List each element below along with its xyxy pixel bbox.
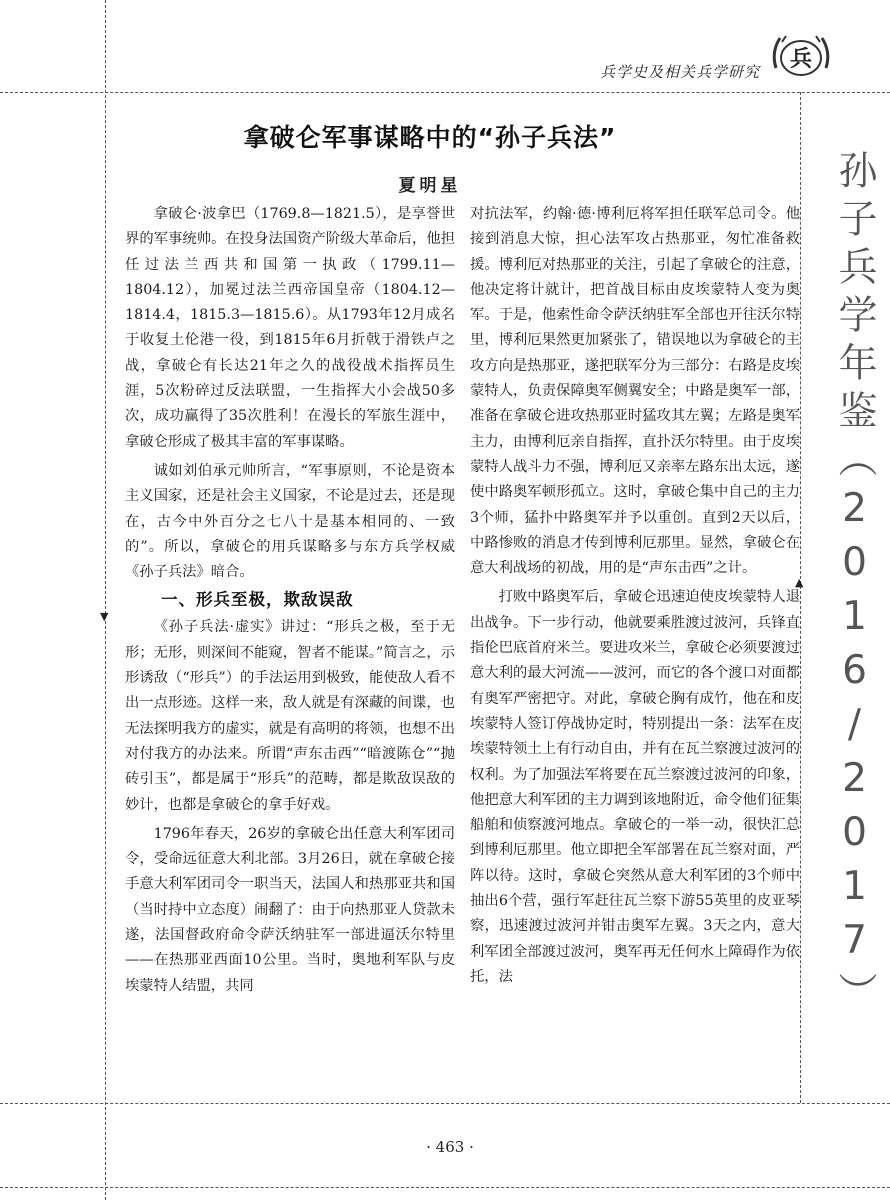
- article-title: 拿破仑军事谋略中的“孙子兵法”: [243, 123, 617, 152]
- journal-logo: [768, 28, 834, 84]
- header-dashed-rule: [0, 92, 890, 93]
- paragraph: 对抗法军，约翰·德·博利厄将军担任联军总司令。他接到消息大惊，担心法军攻占热那亚，匆忙准备救援。博利厄对热那亚的关注，引起了拿破仑的注意，他决定将计就计，把首战目标由皮埃蒙特人变为奥军。于是，他索性命令萨沃纳驻军全部也开往沃尔特里，博利厄果然更加紧张了，错误地以为拿破仑的主攻方向是热那亚，遂把联军分为三部分：右路是皮埃蒙特人，负责保障奥军侧翼安全；中路是奥军一部，准备在拿破仑进攻热那亚时猛攻其左翼；左路是奥军主力，由博利厄亲自指挥，直扑沃尔特里。由于皮埃蒙特人战斗力不强，博利厄又亲率左路东出太远，遂使中路奥军顿形孤立。这时，拿破仑集中自己的主力3个师，猛扑中路奥军并予以重创。直到2天以后，中路惨败的消息才传到博利厄那里。显然，拿破仑在意大利战场的初战，用的是“声东击西”之计。: [470, 206, 800, 577]
- left-text-column: [125, 202, 455, 999]
- paragraph: 诚如刘伯承元帅所言，“军事原则，不论是资本主义国家，还是社会主义国家，不论是过去，还是现在，古今中外百分之七八十是基本相同的、一致的”。所以，拿破仑的用兵谋略多与东方兵学权威《孙子兵法》暗合。: [125, 462, 455, 581]
- footer-dashed-rule: [0, 1103, 890, 1104]
- paragraph: 打败中路奥军后，拿破仑迅速迫使皮埃蒙特人退出战争。下一步行动，他就要乘胜渡过波河，兵锋直指伦巴底首府米兰。要进攻米兰，拿破仑必须要渡过意大利的最大河流——波河，而它的各个渡口对面都有奥军严密把守。对此，拿破仑胸有成竹，他在和皮埃蒙特人签订停战协定时，特别提出一条：法军在皮埃蒙特领土上有行动自由，并有在瓦兰察渡过波河的权利。为了加强法军将要在瓦兰察渡过波河的印象，他把意大利军团的主力调到该地附近，命令他们征集船舶和侦察渡河地点。拿破仑的一举一动，很快汇总到博利厄那里。他立即把全军部署在瓦兰察对面，严阵以待。这时，拿破仑突然从意大利军团的3个师中抽出6个营，强行军赶往瓦兰察下游55英里的皮亚琴察，迅速渡过波河并钳击奥军左翼。3天之内，意大利军团全部渡过波河，奥军再无任何水上障碍作为依托，法: [470, 589, 800, 985]
- paragraph: 拿破仑·波拿巴（1769.8—1821.5），是享誉世界的军事统帅。在投身法国资产阶级大革命后，他担任过法兰西共和国第一执政（1799.11—1804.12），加冕过法兰西帝国皇帝（1804.12—1814.4，1815.3—1815.6）。从1793年12月成名于收复土伦港一役，到1815年6月折戟于滑铁卢之战，拿破仑有长达21年之久的战役战术指挥员生涯，5次粉碎过反法联盟，一生指挥大小会战50多次，成功赢得了35次胜利！在漫长的军旅生涯中，拿破仑形成了极其丰富的军事谋略。: [125, 206, 455, 450]
- bottom-dashed-rule: [0, 1187, 890, 1188]
- right-dashed-rule: [800, 92, 801, 1103]
- running-header: 兵学史及相关兵学研究: [599, 63, 760, 81]
- right-text-column: [470, 202, 800, 990]
- page-number: · 463 ·: [426, 1138, 474, 1156]
- section-heading: 一、形兵至极，欺敌误敌: [161, 590, 354, 610]
- yearbook-side-title: 孙子兵学年鉴（2016/2017）: [832, 150, 877, 1020]
- left-dashed-rule: [105, 0, 106, 1200]
- journal-logo-char: 兵: [789, 47, 813, 72]
- journal-logo-icon: [768, 28, 834, 84]
- article-author: 夏明星: [398, 176, 462, 196]
- down-arrow-mark: ▼: [100, 610, 109, 623]
- up-arrow-mark: ▲: [795, 576, 804, 589]
- paragraph: 1796年春天，26岁的拿破仑出任意大利军团司令，受命远征意大利北部。3月26日，就在拿破仑接手意大利军团司令一职当天，法国人和热那亚共和国（当时持中立态度）闹翻了：由于向热那亚人贷款未遂，法国督政府命令萨沃纳驻军一部进逼沃尔特里——在热那亚西面10公里。当时，奥地利军队与皮埃蒙特人结盟，共同: [125, 825, 455, 994]
- paragraph: 《孙子兵法·虚实》讲过：“形兵之极，至于无形；无形，则深间不能窥，智者不能谋。”简言之，示形诱敌（“形兵”）的手法运用到极致，能使敌人看不出一点形迹。这样一来，敌人就是有深藏的间谍，也无法探明我方的虚实，就是有高明的将领，也想不出对付我方的办法来。所谓“声东击西”“暗渡陈仓”“抛砖引玉”，都是属于“形兵”的范畴，都是欺敌误敌的妙计，也都是拿破仑的拿手好戏。: [125, 619, 455, 813]
